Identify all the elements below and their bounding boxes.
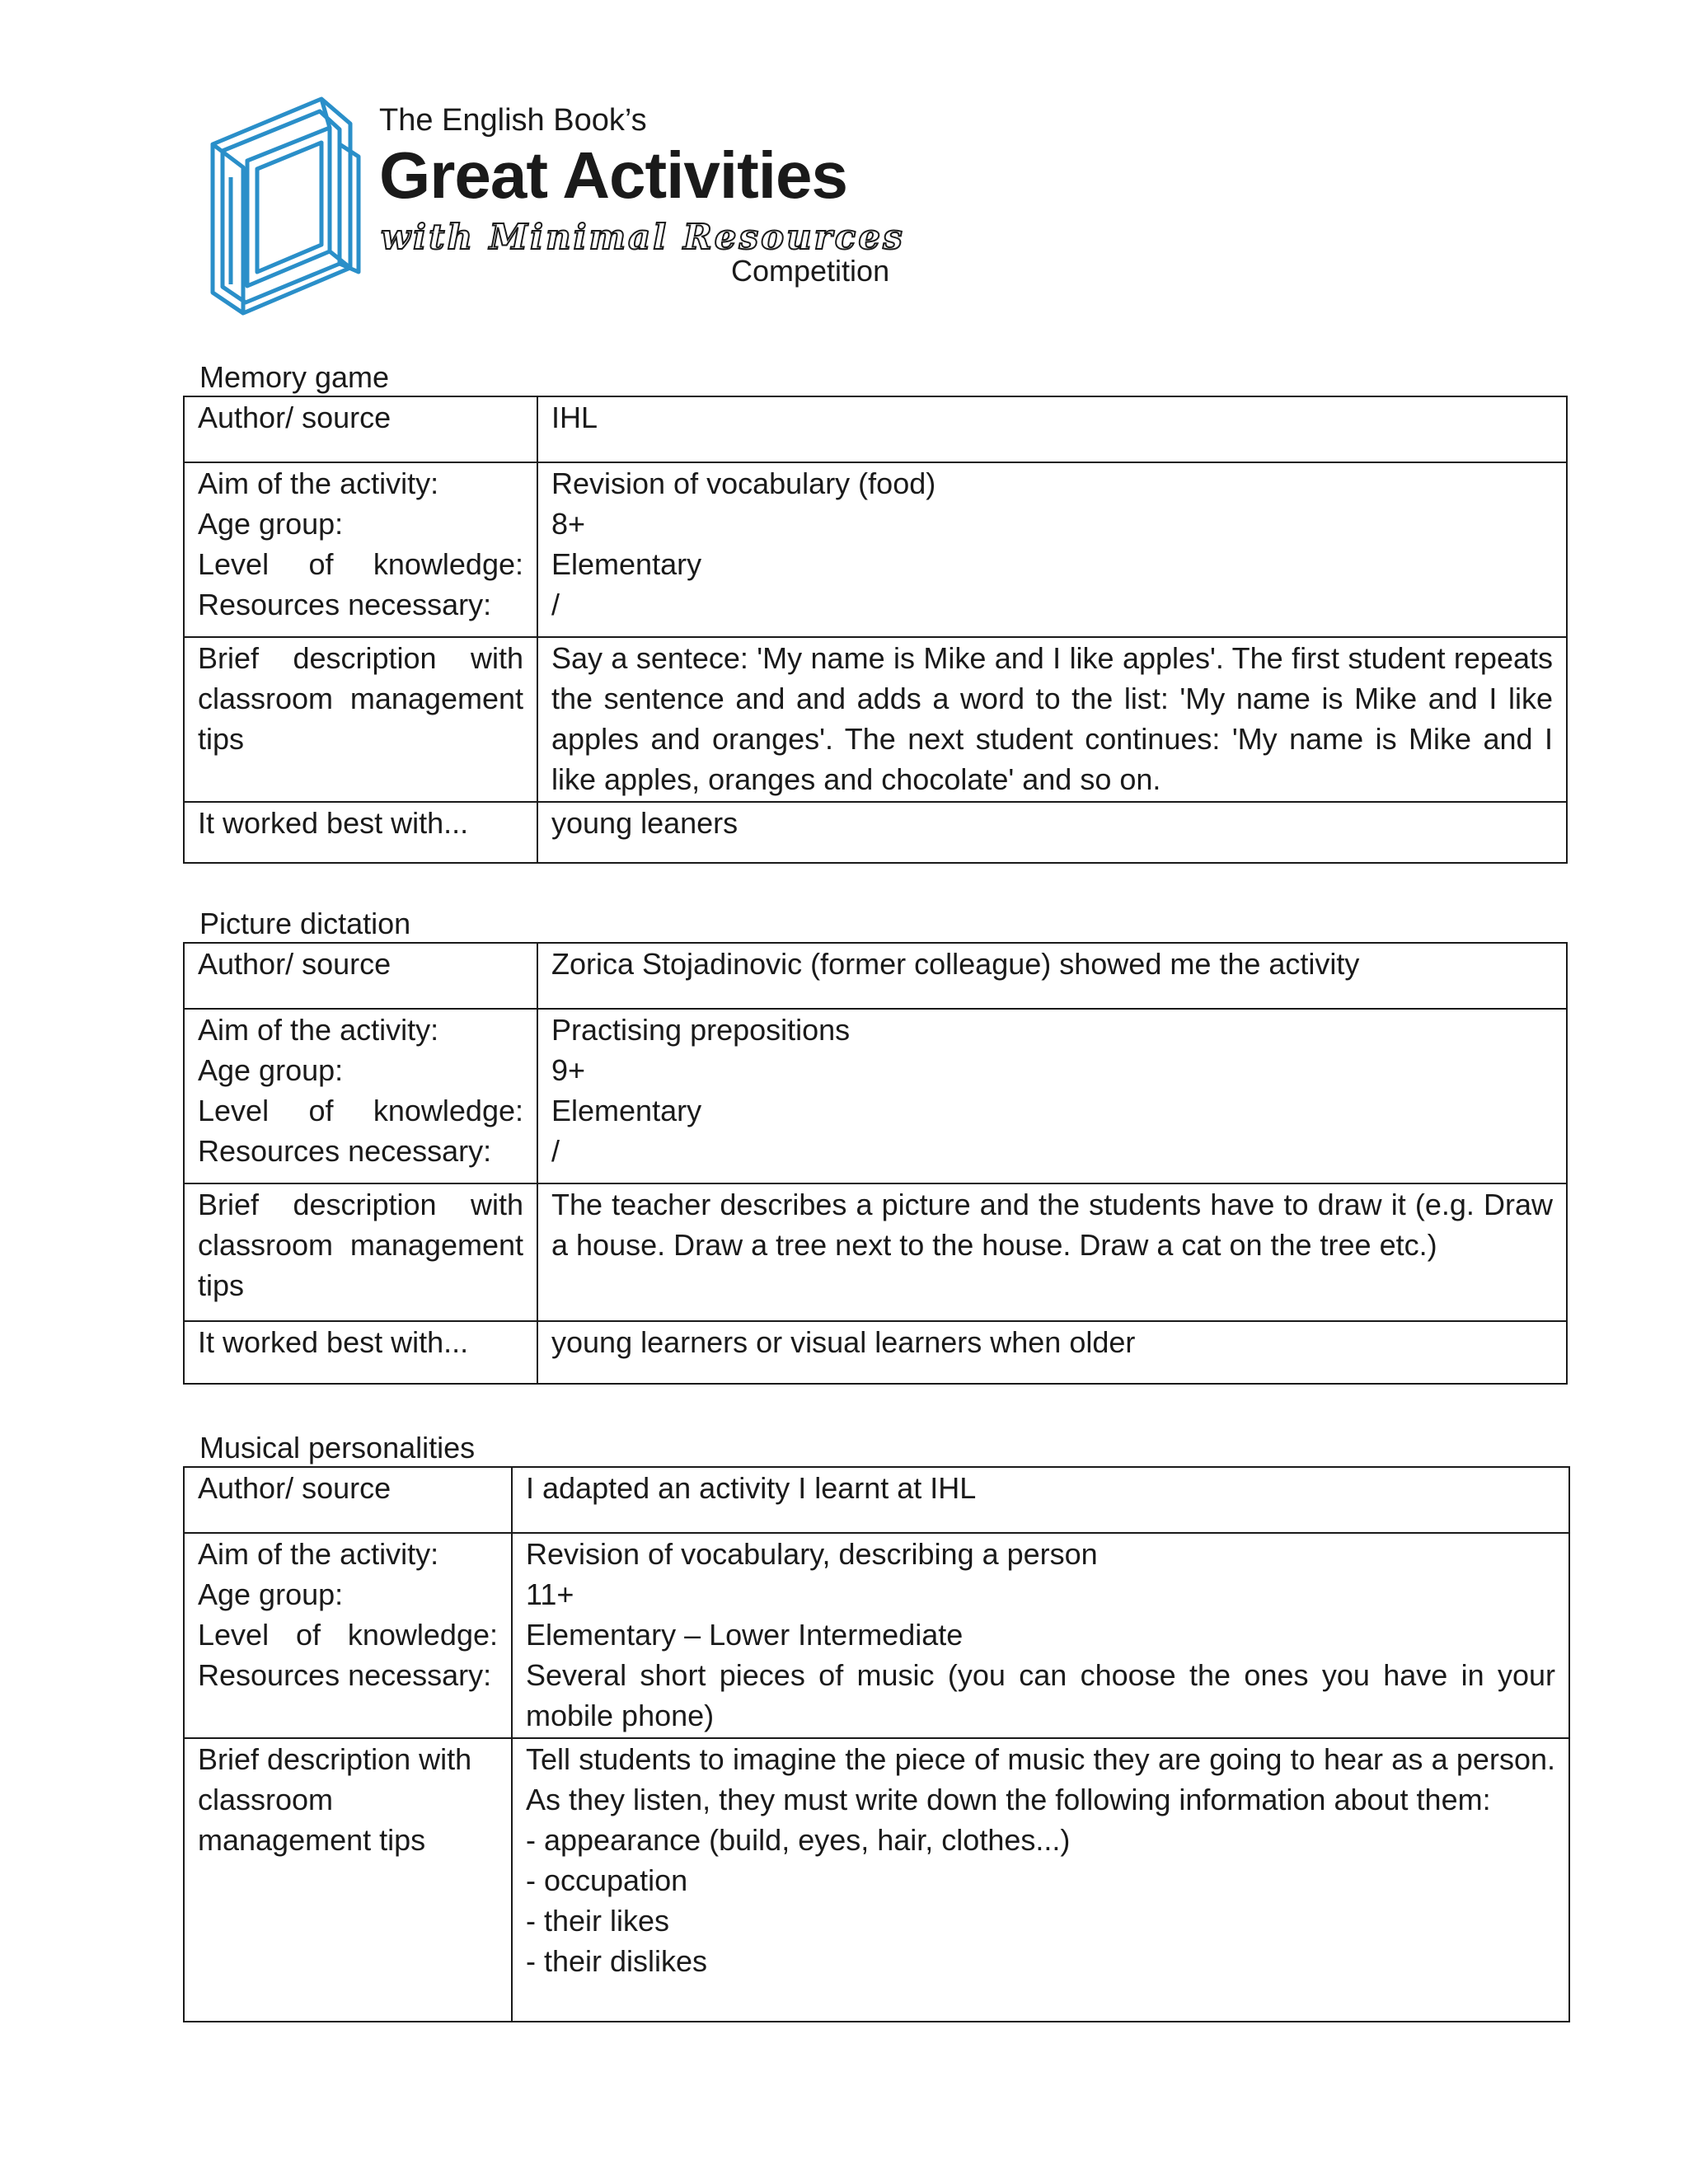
meta-values — [537, 462, 1567, 637]
competition-logo — [206, 95, 923, 326]
meta-labels — [184, 1533, 512, 1738]
activity-memory-game — [183, 359, 1568, 864]
level-value: Elementary – Lower Intermediate — [526, 1618, 964, 1652]
level-label: Level of knowledge: — [198, 1094, 523, 1127]
resources-value: Several short pieces of music (you can choose the ones you have in your mobile phone) — [526, 1658, 1555, 1732]
logo-line-1: The English Book’s — [379, 103, 647, 138]
list-item: - their likes — [526, 1904, 670, 1938]
author-value: Zorica Stojadinovic (former colleague) showed me the activity — [537, 943, 1567, 1009]
age-value: 8+ — [551, 507, 586, 541]
description-value: Tell students to imagine the piece of music they are going to hear as a person. As they listen, they must write down the following information about them: — [526, 1742, 1555, 1816]
author-value: IHL — [537, 396, 1567, 462]
activity-picture-dictation — [183, 906, 1568, 1385]
table-row — [184, 1183, 1567, 1321]
description-cell — [512, 1738, 1569, 2022]
activity-title: Memory game — [199, 360, 390, 394]
best-value: young leaners — [537, 802, 1567, 863]
aim-label: Aim of the activity: — [198, 466, 439, 500]
table-row — [184, 802, 1567, 863]
logo-subtitle: with Minimal Resources — [381, 217, 905, 257]
book-icon — [206, 95, 371, 326]
description-label: Brief description with classroom management tips — [184, 1183, 537, 1321]
age-value: 9+ — [551, 1053, 586, 1087]
meta-values — [537, 1009, 1567, 1183]
author-label: Author/ source — [184, 943, 537, 1009]
activity-musical-personalities — [183, 1430, 1570, 2022]
table-row — [184, 943, 1567, 1009]
author-label: Author/ source — [184, 396, 537, 462]
list-item: - their dislikes — [526, 1944, 708, 1978]
aim-label: Aim of the activity: — [198, 1013, 439, 1047]
table-row — [184, 637, 1567, 802]
table-row — [184, 1533, 1569, 1738]
meta-values — [512, 1533, 1569, 1738]
resources-value: / — [551, 1134, 560, 1168]
logo-title: Great Activities — [379, 138, 847, 212]
age-label: Age group: — [198, 1053, 344, 1087]
table-row — [184, 396, 1567, 462]
author-value: I adapted an activity I learnt at IHL — [512, 1467, 1569, 1533]
resources-label: Resources necessary: — [198, 588, 492, 621]
logo-competition: Competition — [731, 254, 890, 288]
table-row — [184, 1738, 1569, 2022]
activity-title: Musical personalities — [199, 1431, 476, 1465]
level-label: Level of knowledge: — [198, 547, 523, 581]
activity-table — [183, 396, 1568, 864]
age-value: 11+ — [526, 1577, 574, 1611]
list-item: - appearance (build, eyes, hair, clothes...) — [526, 1823, 1071, 1857]
best-label: It worked best with... — [184, 802, 537, 863]
best-label: It worked best with... — [184, 1321, 537, 1384]
aim-label: Aim of the activity: — [198, 1537, 439, 1571]
author-label: Author/ source — [184, 1467, 512, 1533]
table-row — [184, 462, 1567, 637]
meta-labels — [184, 462, 537, 637]
table-row — [184, 1467, 1569, 1533]
best-value: young learners or visual learners when older — [537, 1321, 1567, 1384]
description-label: Brief description with classroom management tips — [184, 637, 537, 802]
resources-label: Resources necessary: — [198, 1134, 492, 1168]
aim-value: Practising prepositions — [551, 1013, 851, 1047]
description-label: Brief description with classroom management tips — [184, 1738, 512, 2022]
age-label: Age group: — [198, 507, 344, 541]
activity-title: Picture dictation — [199, 907, 411, 940]
table-row — [184, 1321, 1567, 1384]
list-item: - occupation — [526, 1863, 688, 1897]
table-row — [184, 1009, 1567, 1183]
level-value: Elementary — [551, 547, 702, 581]
description-value: The teacher describes a picture and the students have to draw it (e.g. Draw a house. Draw a tree next to the house. Draw a cat on the tree etc.) — [537, 1183, 1567, 1321]
resources-label: Resources necessary: — [198, 1658, 492, 1692]
meta-labels — [184, 1009, 537, 1183]
resources-value: / — [551, 588, 560, 621]
activity-table — [183, 942, 1568, 1385]
description-value: Say a sentece: 'My name is Mike and I like apples'. The first student repeats the sentence and and adds a word to the list: 'My name is Mike and I like apples and oranges'. The next student continues: 'My name is Mike and I like apples, oranges and chocolate' and so on. — [537, 637, 1567, 802]
activity-table — [183, 1466, 1570, 2022]
age-label: Age group: — [198, 1577, 344, 1611]
aim-value: Revision of vocabulary, describing a person — [526, 1537, 1098, 1571]
level-label: Level of knowledge: — [198, 1618, 498, 1652]
level-value: Elementary — [551, 1094, 702, 1127]
aim-value: Revision of vocabulary (food) — [551, 466, 936, 500]
